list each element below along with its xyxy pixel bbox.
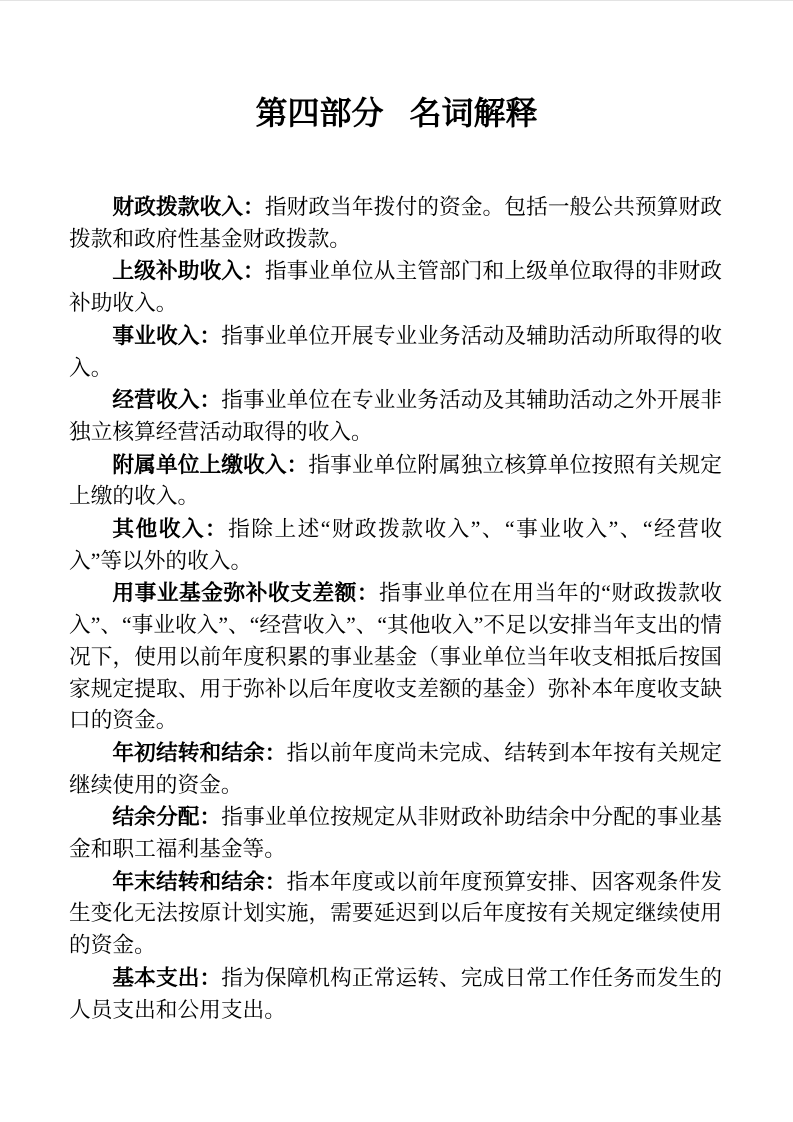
glossary-entry (69, 866, 722, 962)
term-definition: 指事业单位在用当年的“财政拨款收入”、“事业收入”、“经营收入”、“其他收入”不足以安排当年支出的情况下，使用以前年度积累的事业基金（事业单位当年收支相抵后按国家规定提取、用于弥补以后年度收支差额的基金）弥补本年度收支缺口的资金。 (69, 581, 722, 733)
term-definition: 指以前年度尚未完成、结转到本年按有关规定继续使用的资金。 (69, 740, 722, 797)
term-label: 用事业基金弥补收支差额： (112, 580, 380, 606)
glossary-entry (69, 384, 722, 448)
glossary-entry (69, 449, 722, 513)
term-label: 事业收入： (112, 322, 222, 348)
glossary-entry (69, 255, 722, 319)
glossary-entry (69, 513, 722, 577)
glossary-entry (69, 191, 722, 255)
term-definition: 指除上述“财政拨款收入”、“事业收入”、“经营收入”等以外的收入。 (69, 517, 722, 573)
term-definition: 指事业单位附属独立核算单位按照有关规定上缴的收入。 (69, 452, 722, 509)
term-definition: 指为保障机构正常运转、完成日常工作任务而发生的人员支出和公用支出。 (69, 965, 722, 1022)
term-label: 结余分配： (112, 804, 222, 830)
term-label: 上级补助收入： (112, 258, 265, 284)
term-definition: 指事业单位按规定从非财政补助结余中分配的事业基金和职工福利基金等。 (69, 805, 722, 862)
page-title: 第四部分 名词解释 (255, 95, 538, 131)
glossary-entry (69, 737, 722, 801)
term-definition: 指事业单位开展专业业务活动及辅助活动所取得的收入。 (69, 323, 722, 380)
term-label: 其他收入： (112, 516, 229, 542)
term-label: 财政拨款收入： (112, 194, 265, 219)
term-definition: 指事业单位在专业业务活动及其辅助活动之外开展非独立核算经营活动取得的收入。 (69, 388, 722, 444)
glossary (69, 191, 722, 1026)
term-label: 年初结转和结余： (112, 739, 287, 765)
term-definition: 指本年度或以前年度预算安排、因客观条件发生变化无法按原计划实施，需要延迟到以后年度按有关规定继续使用的资金。 (69, 869, 722, 958)
term-label: 年末结转和结余： (112, 868, 287, 894)
term-definition: 指财政当年拨付的资金。包括一般公共预算财政拨款和政府性基金财政拨款。 (69, 195, 722, 251)
term-label: 经营收入： (112, 387, 222, 413)
term-label: 基本支出： (112, 964, 222, 990)
glossary-entry (69, 577, 722, 737)
glossary-entry (69, 320, 722, 384)
glossary-entry (69, 801, 722, 865)
term-definition: 指事业单位从主管部门和上级单位取得的非财政补助收入。 (69, 259, 722, 316)
term-label: 附属单位上缴收入： (112, 451, 309, 477)
glossary-entry (69, 962, 722, 1026)
